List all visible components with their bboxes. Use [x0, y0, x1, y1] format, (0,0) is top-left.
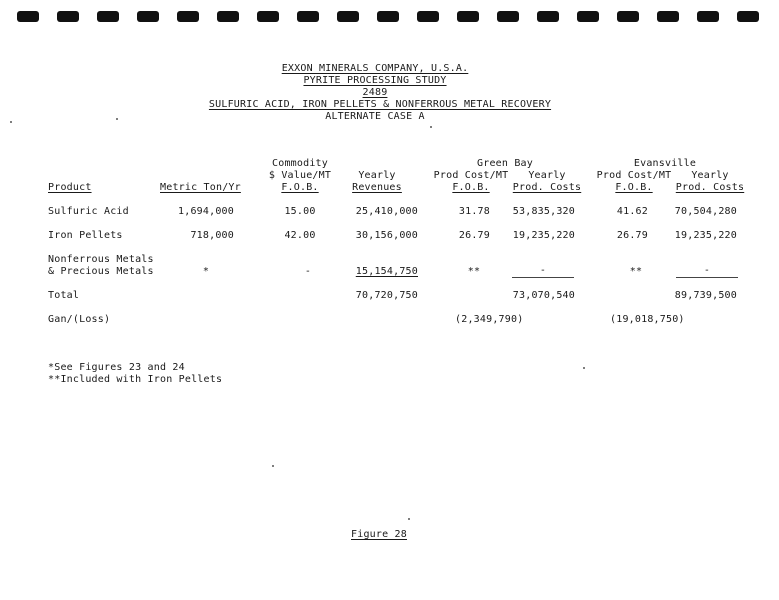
row-product: Iron Pellets — [48, 230, 123, 241]
total-revenue: 70,720,750 — [355, 290, 418, 301]
scan-speck — [430, 126, 432, 128]
col-commodity-l2: $ Value/MT — [268, 170, 332, 181]
punch-hole — [377, 11, 399, 22]
col-greenbay: Green Bay — [477, 158, 533, 169]
header-number: 2489 — [362, 87, 388, 98]
col-gb-prod-l1: Yearly — [528, 170, 566, 181]
punch-hole — [617, 11, 639, 22]
col-commodity-l3: F.O.B. — [281, 182, 319, 193]
row-gb-cost: 31.78 — [458, 206, 490, 217]
total-label: Total — [48, 290, 80, 301]
col-ev-cost-l1: Prod Cost/MT — [596, 170, 672, 181]
punch-hole — [257, 11, 279, 22]
punch-hole — [417, 11, 439, 22]
punch-hole — [337, 11, 359, 22]
punch-hole — [497, 11, 519, 22]
footnote-2: **Included with Iron Pellets — [48, 374, 223, 385]
scan-speck — [408, 518, 410, 520]
header-company: EXXON MINERALS COMPANY, U.S.A. — [281, 63, 469, 74]
punch-hole — [17, 11, 39, 22]
col-ev-cost-l2: F.O.B. — [615, 182, 653, 193]
row-product-line1: Nonferrous Metals — [48, 254, 154, 265]
col-commodity-l1: Commodity — [272, 158, 328, 169]
row-metric: 718,000 — [190, 230, 234, 241]
punch-hole — [137, 11, 159, 22]
punch-hole — [457, 11, 479, 22]
row-value: - — [304, 266, 312, 277]
row-metric: * — [202, 266, 210, 277]
row-product: Sulfuric Acid — [48, 206, 129, 217]
row-ev-cost: ** — [629, 266, 643, 277]
col-ev-prod-l1: Yearly — [691, 170, 729, 181]
col-revenue-l1: Yearly — [358, 170, 396, 181]
row-ev-prod: 70,504,280 — [674, 206, 737, 217]
header-study: PYRITE PROCESSING STUDY — [303, 75, 447, 86]
row-gb-prod: 53,835,320 — [512, 206, 575, 217]
row-ev-prod: 19,235,220 — [674, 230, 737, 241]
gain-ev: (19,018,750) — [610, 314, 685, 325]
row-gb-prod: - — [512, 265, 574, 278]
scan-speck — [10, 121, 12, 123]
row-revenue: 30,156,000 — [355, 230, 418, 241]
total-ev-prod: 89,739,500 — [674, 290, 737, 301]
punch-hole — [737, 11, 759, 22]
punch-hole — [217, 11, 239, 22]
col-evansville: Evansville — [633, 158, 697, 169]
footnote-1: *See Figures 23 and 24 — [48, 362, 185, 373]
row-gb-cost: ** — [467, 266, 481, 277]
scan-speck — [583, 367, 585, 369]
punch-hole — [537, 11, 559, 22]
col-gb-prod-l2: Prod. Costs — [512, 182, 582, 193]
row-value: 42.00 — [284, 230, 316, 241]
gain-gb: (2,349,790) — [455, 314, 524, 325]
punch-hole — [577, 11, 599, 22]
header-case: ALTERNATE CASE A — [325, 111, 425, 122]
row-ev-prod: - — [676, 265, 738, 278]
punch-holes — [0, 11, 779, 23]
col-gb-cost-l1: Prod Cost/MT — [433, 170, 509, 181]
punch-hole — [57, 11, 79, 22]
row-metric: 1,694,000 — [178, 206, 234, 217]
punch-hole — [297, 11, 319, 22]
row-gb-cost: 26.79 — [458, 230, 490, 241]
col-product: Product — [48, 182, 92, 193]
punch-hole — [177, 11, 199, 22]
col-metric: Metric Ton/Yr — [160, 182, 241, 193]
row-ev-cost: 41.62 — [616, 206, 648, 217]
punch-hole — [97, 11, 119, 22]
total-gb-prod: 73,070,540 — [512, 290, 575, 301]
col-gb-cost-l2: F.O.B. — [452, 182, 490, 193]
header-subject: SULFURIC ACID, IRON PELLETS & NONFERROUS METAL RECOVERY — [208, 99, 552, 110]
row-ev-cost: 26.79 — [616, 230, 648, 241]
col-revenue-l2: Revenues — [352, 182, 402, 193]
row-product-line2: & Precious Metals — [48, 266, 154, 277]
scan-speck — [116, 118, 118, 120]
gain-label: Gan/(Loss) — [48, 314, 111, 325]
col-ev-prod-l2: Prod. Costs — [675, 182, 745, 193]
punch-hole — [657, 11, 679, 22]
row-gb-prod: 19,235,220 — [512, 230, 575, 241]
punch-hole — [697, 11, 719, 22]
row-revenue: 15,154,750 — [355, 266, 418, 277]
row-revenue: 25,410,000 — [355, 206, 418, 217]
row-value: 15.00 — [284, 206, 316, 217]
scan-speck — [272, 465, 274, 467]
figure-caption: Figure 28 — [351, 529, 407, 540]
